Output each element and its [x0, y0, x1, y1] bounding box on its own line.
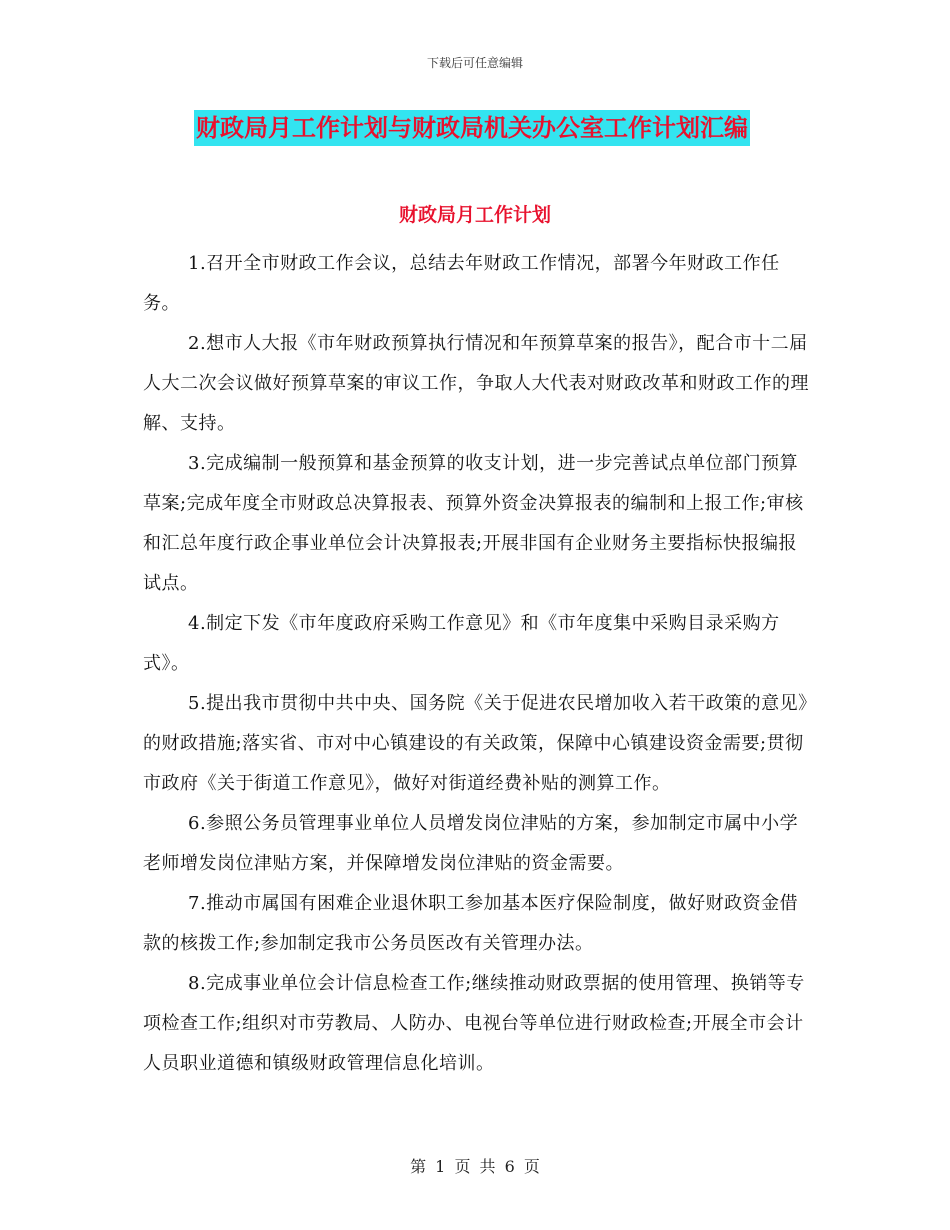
document-title: 财政局月工作计划与财政局机关办公室工作计划汇编: [194, 110, 750, 146]
header-note: 下载后可任意编辑: [426, 56, 523, 70]
paragraph-2: 2.想市人大报《市年财政预算执行情况和年预算草案的报告》，配合市十二届人大二次会议做好预算草案的审议工作，争取人大代表对财政改革和财政工作的理解、支持。: [143, 333, 809, 434]
paragraph-8: 8.完成事业单位会计信息检查工作;继续推动财政票据的使用管理、换销等专项检查工作;组织对市劳教局、人防办、电视台等单位进行财政检查;开展全市会计人员职业道德和镇级财政管理信息化培训。: [143, 973, 805, 1074]
paragraph-3: 3.完成编制一般预算和基金预算的收支计划，进一步完善试点单位部门预算草案;完成年度全市财政总决算报表、预算外资金决算报表的编制和上报工作;审核和汇总年度行政企事业单位会计决算报表;开展非国有企业财务主要指标快报编报试点。: [143, 453, 804, 594]
document-body: [143, 244, 813, 1084]
paragraph-6: 6.参照公务员管理事业单位人员增发岗位津贴的方案，参加制定市属中小学老师增发岗位津贴方案，并保障增发岗位津贴的资金需要。: [143, 813, 799, 874]
section-title: 财政局月工作计划: [398, 204, 551, 226]
paragraph-1: 1.召开全市财政工作会议，总结去年财政工作情况，部署今年财政工作任务。: [143, 253, 780, 314]
paragraph-4: 4.制定下发《市年度政府采购工作意见》和《市年度集中采购目录采购方式》。: [143, 613, 780, 674]
page-footer: 第 1 页 共 6 页: [410, 1157, 540, 1176]
paragraph-7: 7.推动市属国有困难企业退休职工参加基本医疗保险制度，做好财政资金借款的核拨工作;参加制定我市公务员医改有关管理办法。: [143, 893, 799, 954]
paragraph-5: 5.提出我市贯彻中共中央、国务院《关于促进农民增加收入若干政策的意见》的财政措施;落实省、市对中心镇建设的有关政策，保障中心镇建设资金需要;贯彻市政府《关于街道工作意见》，做好对街道经费补贴的测算工作。: [143, 693, 808, 794]
